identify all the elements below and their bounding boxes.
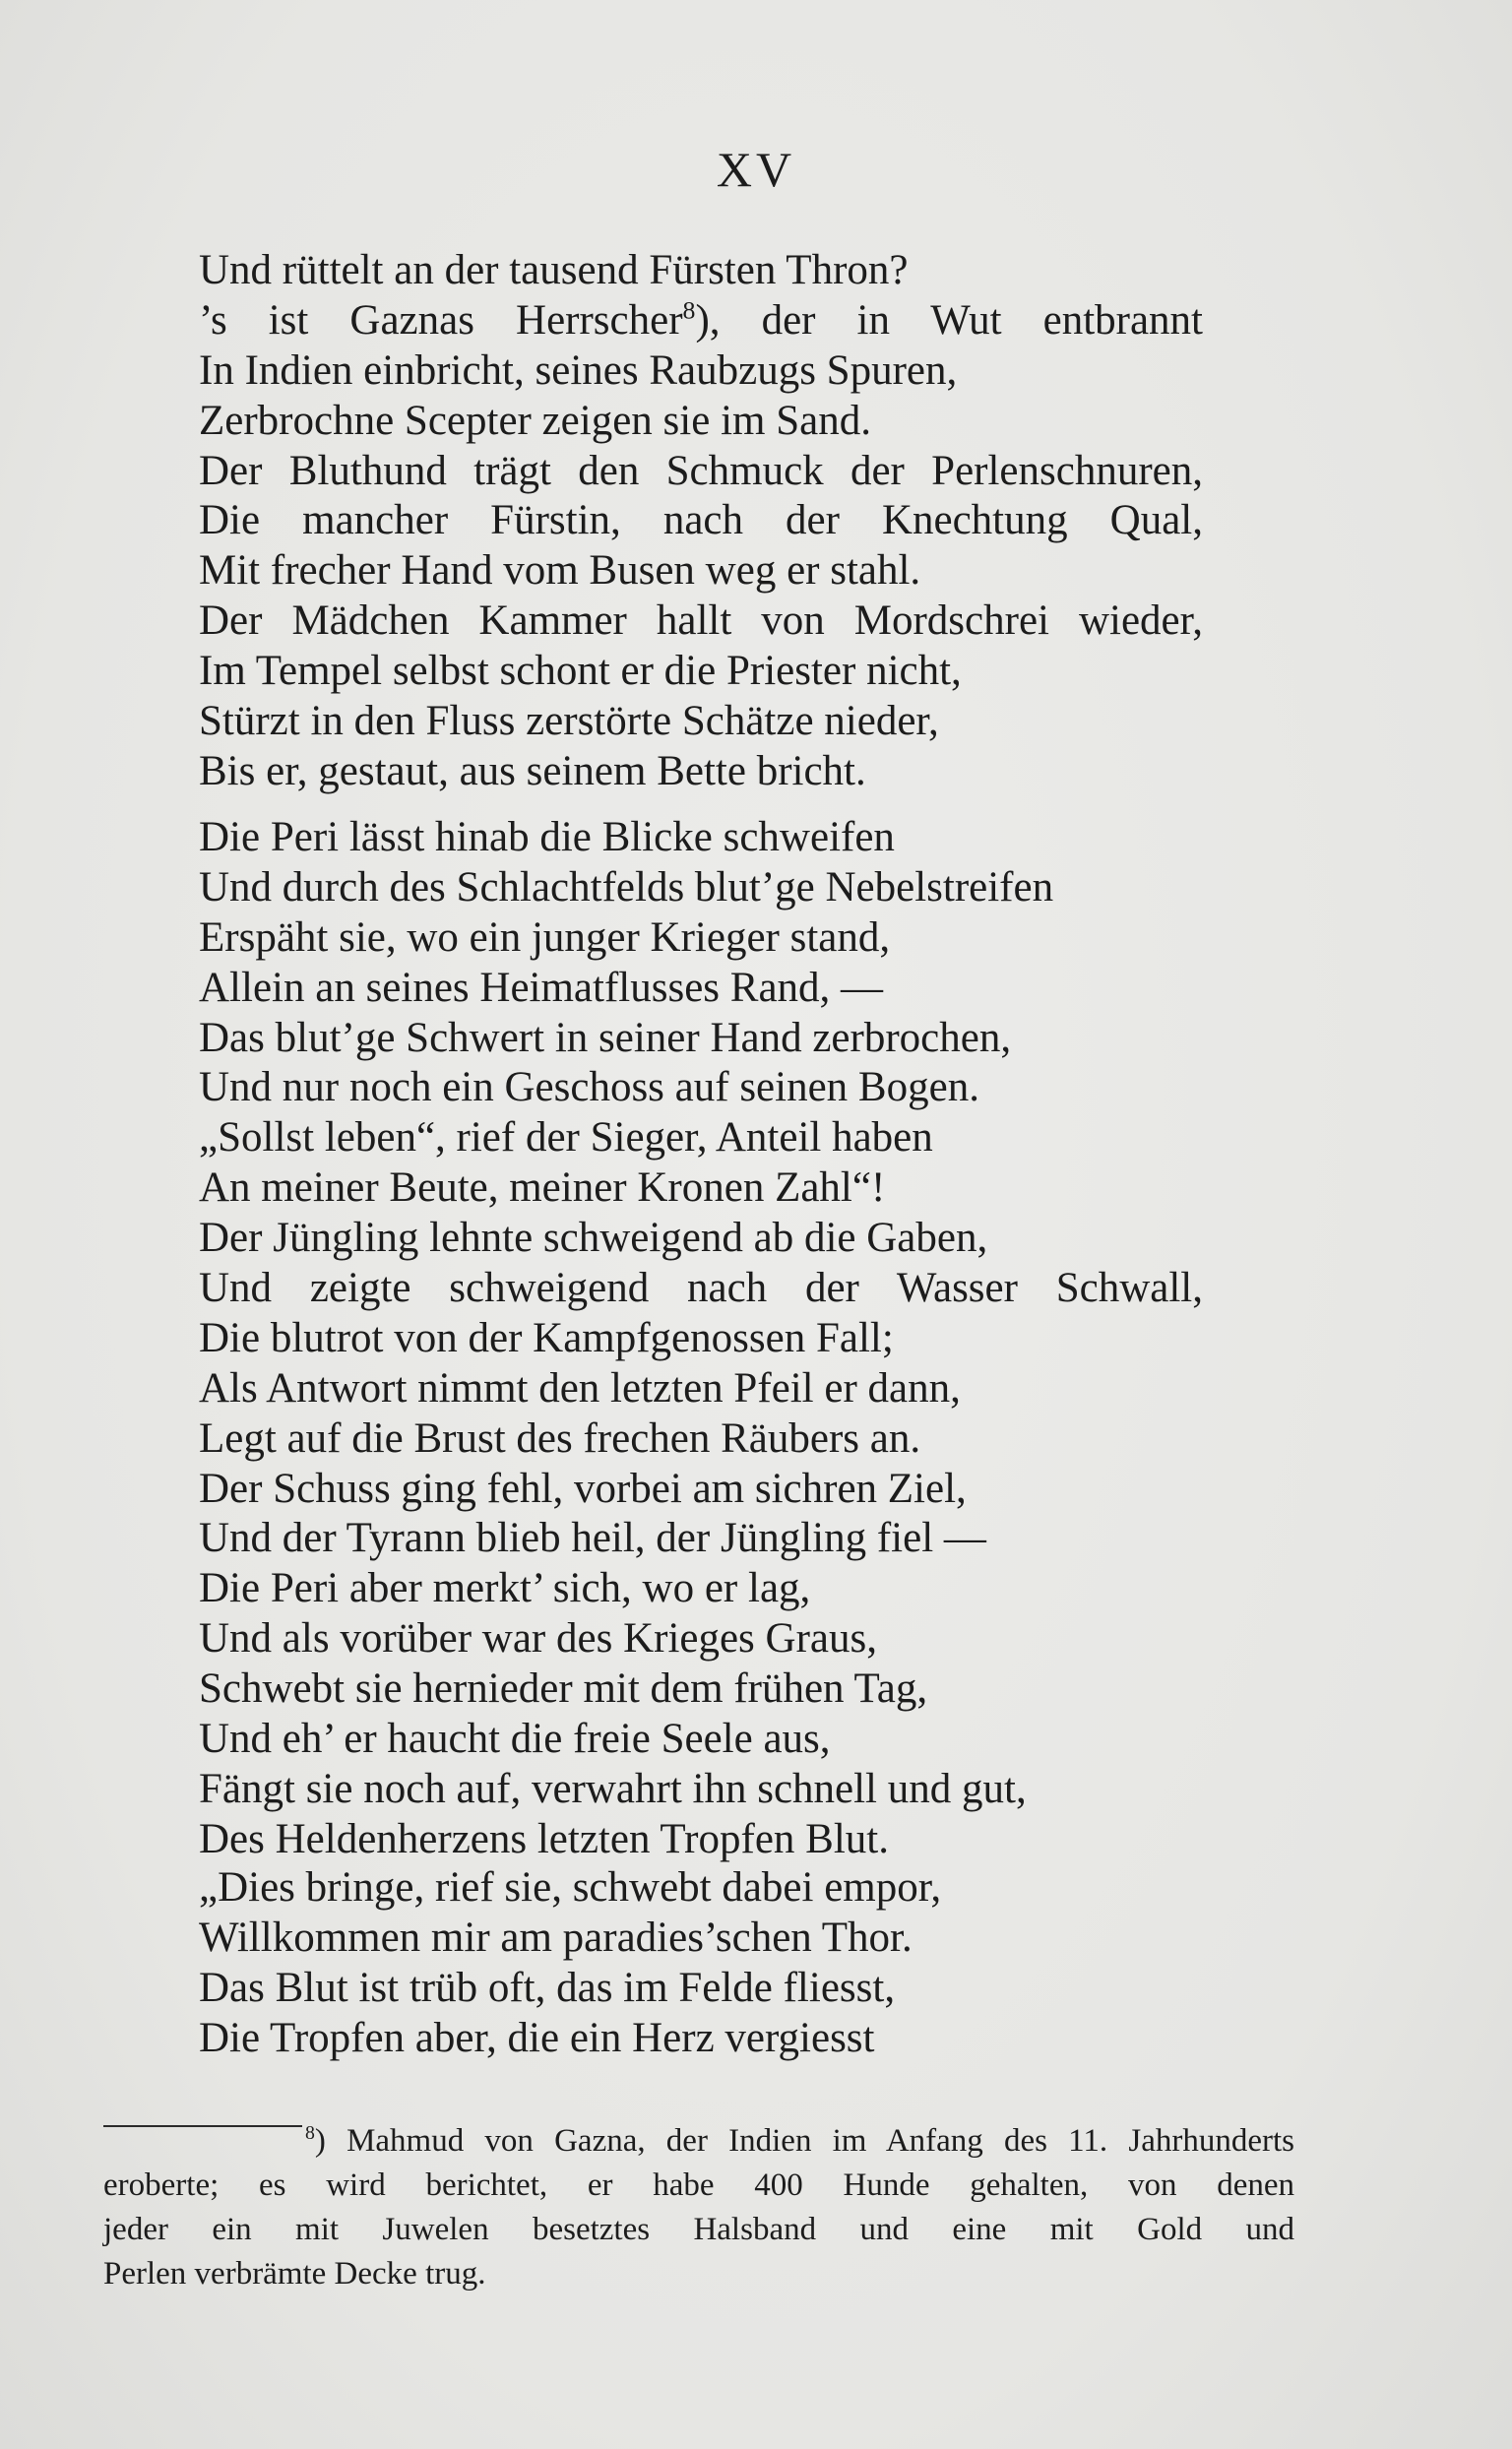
footnote-line <box>103 2164 1294 2208</box>
footnote-line <box>103 2208 1294 2252</box>
verse-text: Und zeigte schweigend nach der Wasser Schwall, <box>199 1265 1203 1312</box>
verse-line <box>199 346 1203 397</box>
verse-text: Die blutrot von der Kampfgenossen Fall; <box>199 1314 894 1361</box>
verse-text: Schwebt sie hernieder mit dem frühen Tag, <box>199 1665 928 1713</box>
verse-line <box>199 1914 1203 1964</box>
footnote-text: ) Mahmud von Gazna, der Indien im Anfang des 11. Jahrhunderts <box>314 2123 1294 2159</box>
verse-text: Als Antwort nimmt den letzten Pfeil er dann, <box>199 1364 961 1412</box>
verse-text: Und eh’ er haucht die freie Seele aus, <box>199 1716 831 1763</box>
verse-line <box>199 1414 1203 1465</box>
verse-text: Der Schuss ging fehl, vorbei am sichren Ziel, <box>199 1465 967 1512</box>
footnote-text: eroberte; es wird berichtet, er habe 400 Hunde gehalten, von denen <box>103 2167 1294 2203</box>
verse-text: Im Tempel selbst schont er die Priester nicht, <box>199 648 962 695</box>
verse-text: Mit frecher Hand vom Busen weg er stahl. <box>199 547 921 595</box>
verse-text: Allein an seines Heimatflusses Rand, — <box>199 964 884 1011</box>
verse-line <box>199 1614 1203 1664</box>
footnote-text: jeder ein mit Juwelen besetztes Halsband und eine mit Gold und <box>103 2212 1294 2247</box>
verse-text: Stürzt in den Fluss zerstörte Schätze nieder, <box>199 698 939 745</box>
verse-text: Die Peri lässt hinab die Blicke schweifen <box>199 814 895 860</box>
verse-line <box>199 1113 1203 1163</box>
verse-line <box>199 1564 1203 1614</box>
footnote-line <box>103 2119 1294 2164</box>
verse-text: ’s ist Gaznas Herrscher <box>199 296 683 344</box>
page-number: XV <box>716 142 796 197</box>
verse-line <box>199 397 1203 447</box>
verse-line <box>199 813 1203 863</box>
verse-line <box>199 647 1203 697</box>
verse-text: Die mancher Fürstin, nach der Knechtung Qual, <box>199 497 1203 544</box>
verse-text: Die Peri aber merkt’ sich, wo er lag, <box>199 1565 811 1612</box>
verse-line <box>199 747 1203 797</box>
verse-line <box>199 1465 1203 1515</box>
verse-line <box>199 1664 1203 1715</box>
verse-text: Fängt sie noch auf, verwahrt ihn schnell und gut, <box>199 1765 1027 1812</box>
verse-text: Und nur noch ein Geschoss auf seinen Bogen. <box>199 1064 979 1111</box>
verse-text: Der Bluthund trägt den Schmuck der Perlenschnuren, <box>199 447 1203 494</box>
verse-text: Bis er, gestaut, aus seinem Bette bricht. <box>199 747 866 794</box>
verse-text: Und der Tyrann blieb heil, der Jüngling fiel — <box>199 1515 986 1562</box>
verse-line <box>199 496 1203 546</box>
verse-line <box>199 1314 1203 1364</box>
verse-line <box>199 913 1203 964</box>
verse-text: Zerbrochne Scepter zeigen sie im Sand. <box>199 397 871 444</box>
verse-text: Das blut’ge Schwert in seiner Hand zerbrochen, <box>199 1014 1012 1061</box>
verse-text: Das Blut ist trüb oft, das im Felde fliesst, <box>199 1964 896 2011</box>
verse-text: Die Tropfen aber, die ein Herz vergiesst <box>199 2014 875 2061</box>
verse-line <box>199 964 1203 1014</box>
verse-text: Der Mädchen Kammer hallt von Mordschrei wieder, <box>199 597 1203 645</box>
footnote-text: Perlen verbrämte Decke trug. <box>103 2256 486 2292</box>
verse-text: Legt auf die Brust des frechen Räubers an. <box>199 1414 921 1462</box>
footnote-line <box>103 2252 1294 2296</box>
verse-line <box>199 1214 1203 1264</box>
verse-line <box>199 246 1203 296</box>
verse-line <box>199 697 1203 747</box>
verse-text: In Indien einbricht, seines Raubzugs Spuren, <box>199 346 958 394</box>
verse-line <box>199 1364 1203 1414</box>
verse-line <box>199 1815 1203 1865</box>
verse-line <box>199 1014 1203 1064</box>
verse-text: „Sollst leben“, rief der Sieger, Anteil haben <box>199 1114 933 1162</box>
verse-text: Der Jüngling lehnte schweigend ab die Gaben, <box>199 1215 988 1262</box>
verse-text: An meiner Beute, meiner Kronen Zahl“! <box>199 1164 886 1212</box>
verse-text: Willkommen mir am paradies’schen Thor. <box>199 1914 913 1961</box>
stanza <box>199 813 1203 1865</box>
stanza <box>199 246 1203 797</box>
stanza <box>199 1863 1203 2064</box>
verse-line <box>199 1863 1203 1914</box>
verse-line <box>199 863 1203 913</box>
verse-line <box>199 296 1203 346</box>
verse-line <box>199 1264 1203 1314</box>
verse-line <box>199 1514 1203 1564</box>
verse-line <box>199 597 1203 647</box>
verse-text: Des Heldenherzens letzten Tropfen Blut. <box>199 1815 889 1862</box>
verse-line <box>199 1715 1203 1765</box>
verse-text: Und als vorüber war des Krieges Graus, <box>199 1615 877 1663</box>
verse-line <box>199 2014 1203 2064</box>
verse-line <box>199 1163 1203 1214</box>
verse-text: ), der in Wut entbrannt <box>695 296 1203 344</box>
verse-line <box>199 1964 1203 2014</box>
footnote-marker: 8 <box>682 295 696 325</box>
verse-text: Erspäht sie, wo ein junger Krieger stand, <box>199 913 891 961</box>
verse-line <box>199 1063 1203 1113</box>
verse-text: Und durch des Schlachtfelds blut’ge Nebelstreifen <box>199 863 1054 911</box>
footnote-marker: 8 <box>305 2122 315 2144</box>
verse-line <box>199 1765 1203 1815</box>
verse-line <box>199 546 1203 597</box>
verse-line <box>199 447 1203 497</box>
verse-text: „Dies bringe, rief sie, schwebt dabei empor, <box>199 1864 942 1911</box>
verse-text: Und rüttelt an der tausend Fürsten Thron? <box>199 247 909 293</box>
footnote <box>103 2119 1294 2296</box>
